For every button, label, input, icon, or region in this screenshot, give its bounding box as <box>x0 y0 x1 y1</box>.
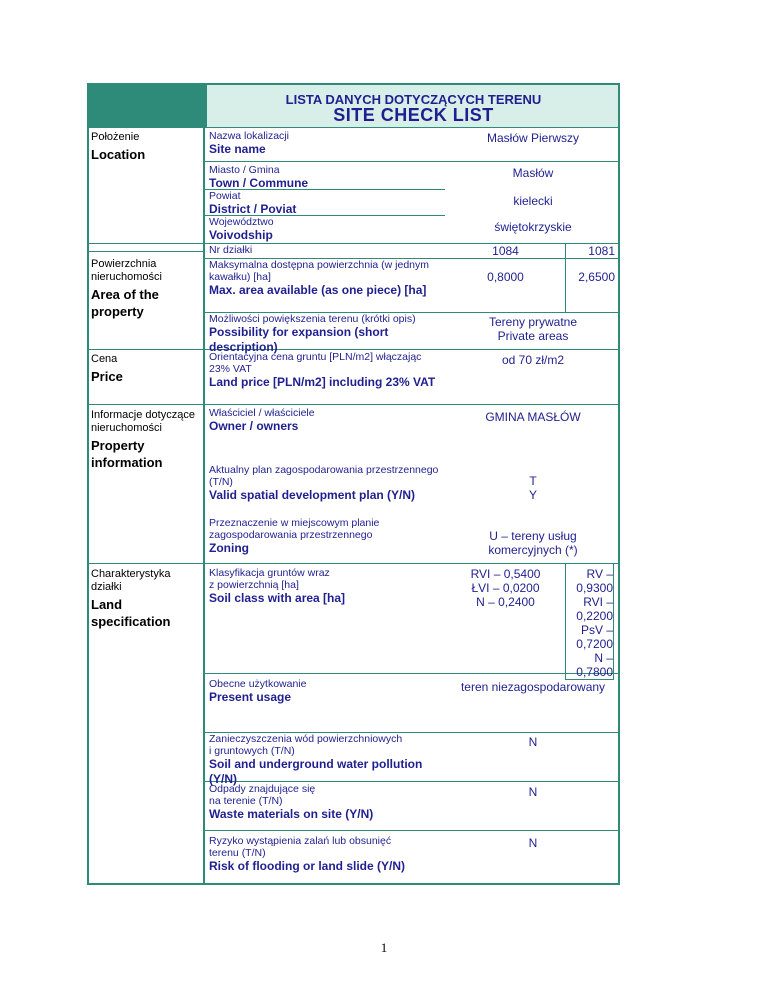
expansion-label-pl: Możliwości powiększenia terenu (krótki opis) <box>209 313 416 325</box>
row-divider <box>205 161 619 162</box>
row-max-area <box>209 259 445 298</box>
waste-value: N <box>528 785 538 799</box>
flood-risk-label-en: Risk of flooding or land slide (Y/N) <box>209 859 406 873</box>
present-usage-label-en: Present usage <box>209 690 292 704</box>
row-spatial-plan <box>209 464 445 503</box>
voivodship-label-en: Voivodship <box>209 228 273 242</box>
value-subcolumn-divider <box>613 563 614 680</box>
row-divider <box>205 673 619 674</box>
spatial-plan-value-en: Y <box>528 488 537 502</box>
soil-class-left-item: RVI – 0,5400 <box>470 567 541 581</box>
row-divider <box>88 349 203 350</box>
row-voivodship <box>209 216 445 243</box>
owner-label-en: Owner / owners <box>209 419 299 433</box>
soil-class-right-item: N – <box>594 651 613 665</box>
row-land-price <box>209 351 445 390</box>
row-divider <box>88 404 203 405</box>
site-name-label-en: Site name <box>209 142 266 156</box>
row-pollution <box>209 733 445 787</box>
section-location-pl: Położenie <box>91 131 140 143</box>
row-divider <box>205 830 619 831</box>
voivodship-label-pl: Województwo <box>209 216 274 228</box>
soil-class-right-item: 0,7200 <box>576 637 613 651</box>
page-number: 1 <box>380 940 388 955</box>
row-soil-class <box>209 567 445 606</box>
town-label-pl: Miasto / Gmina <box>209 164 280 176</box>
section-info <box>91 409 201 471</box>
plot-number-label-pl: Nr działki <box>209 244 253 256</box>
soil-class-right-item: PsV – <box>580 623 613 637</box>
row-divider <box>88 127 203 128</box>
section-area <box>91 258 201 320</box>
owner-value: GMINA MASŁÓW <box>485 410 581 424</box>
section-price-en: Price <box>91 369 123 384</box>
land-price-label-en: Land price [PLN/m2] including 23% VAT <box>209 375 436 389</box>
soil-class-left-item: N – 0,2400 <box>476 595 535 609</box>
row-divider <box>205 127 619 128</box>
voivodship-value: świętokrzyskie <box>494 220 572 234</box>
zoning-value-line2: komercyjnych (*) <box>488 543 578 557</box>
zoning-label-en: Zoning <box>209 541 249 555</box>
row-expansion <box>209 313 445 355</box>
row-present-usage <box>209 678 445 705</box>
district-label-pl: Powiat <box>209 190 241 202</box>
title-polish: LISTA DANYCH DOTYCZĄCYCH TERENU <box>285 92 542 107</box>
pollution-label-en: Soil and underground water pollution (Y/N) <box>209 757 423 786</box>
row-waste <box>209 783 445 822</box>
max-area-b: 2,6500 <box>578 270 615 284</box>
max-area-label-en: Max. area available (as one piece) [ha] <box>209 283 427 297</box>
town-value: Masłów <box>512 166 554 180</box>
waste-label-en: Waste materials on site (Y/N) <box>209 807 374 821</box>
column-divider <box>203 127 205 885</box>
soil-class-label-pl-1: Klasyfikacja gruntów wraz <box>209 567 330 579</box>
pollution-label-pl-1: Zanieczyszczenia wód powierzchniowych <box>209 733 403 745</box>
section-price <box>91 353 201 385</box>
district-label-en: District / Poviat <box>209 202 297 216</box>
pollution-value: N <box>528 735 538 749</box>
section-area-en: Area of the property <box>91 287 159 319</box>
spatial-plan-label-en: Valid spatial development plan (Y/N) <box>209 488 416 502</box>
flood-risk-label-pl-1: Ryzyko wystąpienia zalań lub obsunięć <box>209 835 392 847</box>
row-zoning <box>209 517 445 556</box>
soil-class-label-pl-2: z powierzchnią [ha] <box>209 579 299 591</box>
soil-class-right-item: 0,7800 <box>576 665 613 679</box>
max-area-label-pl: Maksymalna dostępna powierzchnia (w jednym kawałku) [ha] <box>209 259 430 283</box>
land-price-value: od 70 zł/m2 <box>501 353 565 367</box>
waste-label-pl-1: Odpady znajdujące się <box>209 783 316 795</box>
expansion-value-pl: Tereny prywatne <box>488 315 578 329</box>
present-usage-label-pl: Obecne użytkowanie <box>209 678 307 690</box>
soil-class-right-item: RV – <box>586 567 613 581</box>
section-location <box>91 131 201 163</box>
plot-number-b: 1081 <box>588 244 615 258</box>
section-location-en: Location <box>91 147 146 162</box>
row-divider <box>205 404 619 405</box>
row-plot-number <box>209 244 445 256</box>
soil-class-label-en: Soil class with area [ha] <box>209 591 346 605</box>
row-divider <box>88 563 203 564</box>
expansion-value <box>447 315 619 343</box>
site-name-label-pl: Nazwa lokalizacji <box>209 130 289 142</box>
owner-label-pl: Właściciel / właściciele <box>209 407 315 419</box>
spatial-plan-label-pl: Aktualny plan zagospodarowania przestrzennego (T/N) <box>209 464 439 488</box>
pollution-label-pl-2: i gruntowych (T/N) <box>209 745 295 757</box>
row-town <box>209 164 445 191</box>
section-land <box>91 568 201 630</box>
row-owner <box>209 407 445 434</box>
waste-label-pl-2: na terenie (T/N) <box>209 795 283 807</box>
soil-class-right-item: 0,9300 <box>576 581 613 595</box>
zoning-label-pl: Przeznaczenie w miejscowym planie zagospodarowania przestrzennego <box>209 517 380 541</box>
spatial-plan-value <box>447 474 619 502</box>
section-price-pl: Cena <box>91 353 118 365</box>
section-area-pl: Powierzchnia nieruchomości <box>91 258 162 283</box>
max-area-a: 0,8000 <box>487 270 524 284</box>
site-name-value: Masłów Pierwszy <box>486 131 579 145</box>
land-price-label-pl: Orientacyjna cena gruntu [PLN/m2] włączając 23% VAT <box>209 351 422 375</box>
town-label-en: Town / Commune <box>209 176 309 190</box>
spatial-plan-value-pl: T <box>529 474 537 488</box>
section-info-pl: Informacje dotyczące nieruchomości <box>91 409 195 434</box>
expansion-label-en: Possibility for expansion (short description) <box>209 325 389 354</box>
zoning-value-line1: U – tereny usług <box>489 529 577 543</box>
row-divider <box>88 251 203 252</box>
row-district <box>209 190 445 217</box>
soil-class-right-item: 0,2200 <box>576 609 613 623</box>
row-flood-risk <box>209 835 445 874</box>
flood-risk-label-pl-2: terenu (T/N) <box>209 847 266 859</box>
row-site-name <box>209 130 445 157</box>
flood-risk-value: N <box>528 836 538 850</box>
soil-class-right <box>566 567 613 679</box>
expansion-value-en: Private areas <box>497 329 569 343</box>
soil-class-left-item: ŁVI – 0,0200 <box>471 581 540 595</box>
plot-number-a: 1084 <box>492 244 519 258</box>
row-divider <box>88 243 203 244</box>
zoning-value <box>447 529 619 557</box>
title-english: SITE CHECK LIST <box>333 105 494 125</box>
row-divider <box>205 563 619 564</box>
district-value: kielecki <box>513 194 553 208</box>
section-land-pl: Charakterystyka działki <box>91 568 171 593</box>
present-usage-value: teren niezagospodarowany <box>460 680 606 694</box>
section-info-en: Property information <box>91 438 163 470</box>
section-land-en: Land specification <box>91 597 171 629</box>
soil-class-right-item: RVI – <box>583 595 613 609</box>
soil-class-left <box>447 567 564 609</box>
